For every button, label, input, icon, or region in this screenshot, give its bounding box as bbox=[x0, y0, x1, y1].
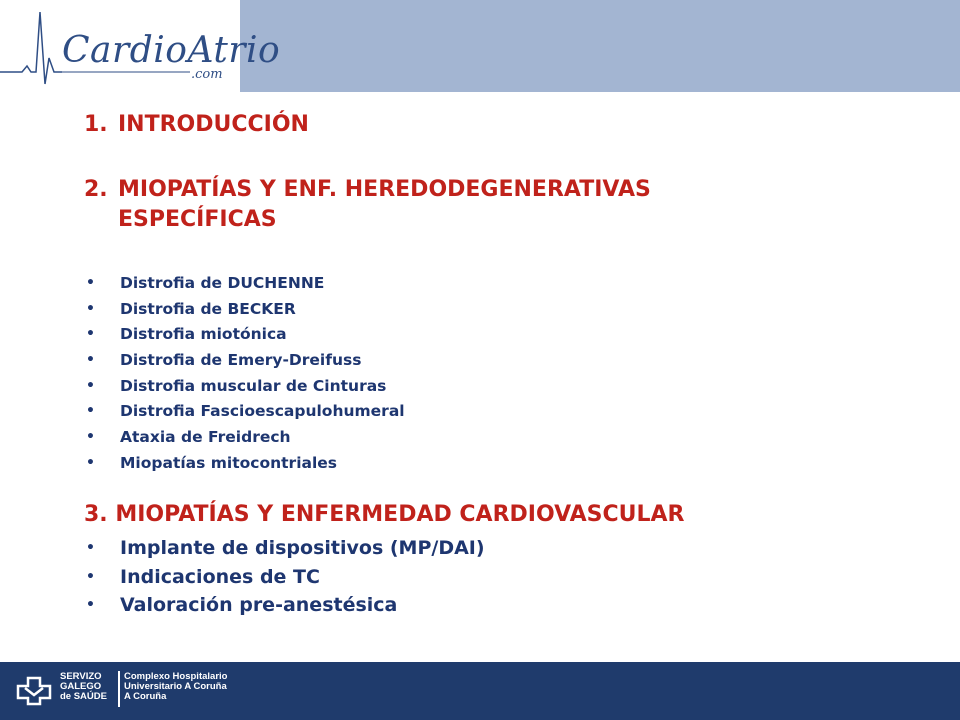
list-item-text: Indicaciones de TC bbox=[120, 565, 320, 588]
list-item bbox=[86, 451, 405, 477]
list-item bbox=[86, 348, 405, 374]
bullet-icon: • bbox=[86, 300, 95, 317]
bullet-icon: • bbox=[86, 275, 95, 291]
bullet-icon: • bbox=[86, 403, 95, 420]
list-item-text: Distrofia miotónica bbox=[120, 325, 287, 344]
bullet-icon: • bbox=[86, 540, 95, 556]
footer-divider bbox=[118, 671, 120, 707]
list-item bbox=[86, 322, 405, 348]
logo-name: CardioAtrio bbox=[62, 30, 281, 71]
list-item-text: Distrofia de Emery-Dreifuss bbox=[120, 351, 362, 370]
list-item-text: Distrofia muscular de Cinturas bbox=[120, 376, 387, 395]
sergas-cross-icon bbox=[14, 674, 54, 706]
logo-domain: .com bbox=[191, 67, 223, 82]
list-item bbox=[86, 374, 405, 400]
org-sergas bbox=[60, 672, 107, 702]
section-2-number: 2. bbox=[84, 177, 108, 202]
section-3-list bbox=[86, 534, 485, 620]
org-hospital bbox=[124, 672, 227, 702]
section-2-title-line-2: ESPECÍFICAS bbox=[118, 207, 277, 232]
bullet-icon: • bbox=[86, 454, 95, 471]
section-2-title bbox=[118, 175, 758, 235]
section-2-list bbox=[86, 271, 405, 477]
list-item bbox=[86, 399, 405, 425]
list-item-text: Distrofia de BECKER bbox=[120, 299, 296, 318]
list-item bbox=[86, 591, 485, 620]
list-item-text: Ataxia de Freidrech bbox=[120, 428, 291, 447]
section-1-heading bbox=[84, 110, 784, 140]
org-sergas-line: GALEGO bbox=[60, 681, 102, 692]
list-item bbox=[86, 425, 405, 451]
bullet-icon: • bbox=[86, 377, 95, 394]
section-1-number: 1. bbox=[84, 112, 108, 137]
bullet-icon: • bbox=[86, 429, 95, 446]
footer-bar bbox=[0, 662, 960, 720]
section-2-heading bbox=[84, 175, 784, 239]
list-item-text: Miopatías mitocontriales bbox=[120, 453, 338, 472]
list-item bbox=[86, 534, 485, 563]
bullet-icon: • bbox=[86, 352, 95, 369]
list-item-text: Distrofia Fascioescapulohumeral bbox=[120, 402, 405, 421]
list-item bbox=[86, 271, 405, 297]
list-item bbox=[86, 297, 405, 323]
bullet-icon: • bbox=[86, 597, 95, 613]
list-item-text: Valoración pre-anestésica bbox=[120, 594, 398, 616]
section-1-title: INTRODUCCIÓN bbox=[118, 112, 309, 137]
org-hospital-line: A Coruña bbox=[124, 691, 167, 702]
list-item-text: Implante de dispositivos (MP/DAI) bbox=[120, 537, 485, 559]
list-item bbox=[86, 563, 485, 592]
section-3-title: 3. MIOPATÍAS Y ENFERMEDAD CARDIOVASCULAR bbox=[84, 502, 685, 527]
list-item-text: Distrofia de DUCHENNE bbox=[120, 274, 325, 292]
org-sergas-line: SERVIZO bbox=[60, 671, 102, 682]
org-hospital-line: Universitario A Coruña bbox=[124, 681, 227, 692]
org-hospital-line: Complexo Hospitalario bbox=[124, 671, 228, 682]
org-sergas-line: de SAÚDE bbox=[60, 691, 107, 702]
section-2-title-line-1: MIOPATÍAS Y ENF. HEREDODEGENERATIVAS bbox=[118, 177, 651, 202]
bullet-icon: • bbox=[86, 568, 95, 585]
bullet-icon: • bbox=[86, 326, 95, 343]
